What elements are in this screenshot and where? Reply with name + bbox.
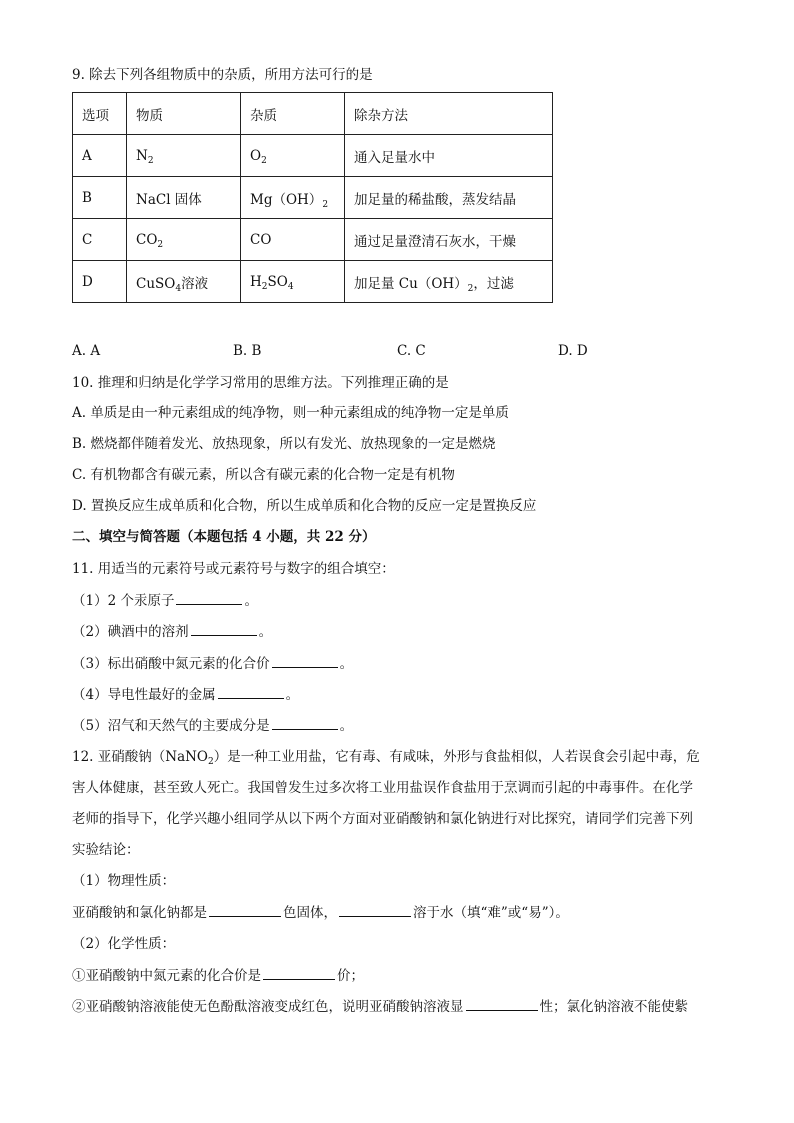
cell-method: 加足量的稀盐酸，蒸发结晶 — [345, 177, 553, 219]
q12-line-4: 实验结论： — [72, 842, 140, 858]
cell-method: 通过足量澄清石灰水，干燥 — [345, 219, 553, 261]
q12-chem-2: ②亚硝酸钠溶液能使无色酚酞溶液变成红色，说明亚硝酸钠溶液显 性；氯化钠溶液不能使紫 — [72, 996, 688, 1017]
q12-part-1-heading: （1）物理性质： — [72, 873, 176, 889]
cell-method: 加足量 $Cu(OH)_2$，过滤 — [345, 261, 553, 303]
q9-answer-a: A. A — [72, 343, 101, 359]
q10-option-d: D. 置换反应生成单质和化合物，所以生成单质和化合物的反应一定是置换反应 — [72, 498, 537, 514]
answer-blank[interactable] — [466, 996, 538, 1011]
answer-blank[interactable] — [209, 902, 281, 917]
cell-option: B — [73, 177, 127, 219]
answer-blank[interactable] — [176, 590, 242, 605]
header-option: 选项 — [73, 93, 127, 135]
q10-option-c: C. 有机物都含有碳元素，所以含有碳元素的化合物一定是有机物 — [72, 467, 455, 483]
table-row — [73, 261, 553, 303]
q12-part-1-line: 亚硝酸钠和氯化钠都是 色固体， 溶于水（填“难”或“易”）。 — [72, 902, 569, 923]
cell-option: A — [73, 135, 127, 177]
cell-substance: $CO_2$ — [127, 219, 241, 261]
answer-blank[interactable] — [263, 965, 335, 980]
answer-blank[interactable] — [272, 653, 338, 668]
cell-impurity: $O_2$ — [241, 135, 345, 177]
q12-chem-1: ①亚硝酸钠中氮元素的化合价是 价； — [72, 965, 364, 986]
q9-answer-d: D. D — [558, 343, 588, 359]
cell-method: 通入足量水中 — [345, 135, 553, 177]
q12-line-1: 12. 亚硝酸钠（NaNO$_2$）是一种工业用盐，它有毒、有咸味，外形与食盐相似，人若误食会引起中毒，危 — [72, 749, 700, 767]
q10-stem: 10. 推理和归纳是化学学习常用的思维方法。下列推理正确的是 — [72, 375, 449, 391]
cell-impurity: CO — [241, 219, 345, 261]
q9-answer-b: B. B — [233, 343, 262, 359]
header-method: 除杂方法 — [345, 93, 553, 135]
answer-blank[interactable] — [339, 902, 411, 917]
q11-item-2: （2）碘酒中的溶剂 。 — [72, 621, 272, 642]
answer-blank[interactable] — [218, 684, 284, 699]
answer-blank[interactable] — [272, 715, 338, 730]
q11-item-5: （5）沼气和天然气的主要成分是 。 — [72, 715, 353, 736]
header-substance: 物质 — [127, 93, 241, 135]
table-row — [73, 219, 553, 261]
q11-item-3: （3）标出硝酸中氮元素的化合价 。 — [72, 653, 353, 674]
q10-option-b: B. 燃烧都伴随着发光、放热现象，所以有发光、放热现象的一定是燃烧 — [72, 436, 496, 452]
q9-options-table — [72, 92, 553, 303]
cell-substance: NaCl 固体 — [127, 177, 241, 219]
answer-blank[interactable] — [191, 621, 257, 636]
q12-part-2-heading: （2）化学性质： — [72, 936, 176, 952]
section-heading: 二、填空与简答题（本题包括 4 小题，共 22 分） — [72, 529, 376, 545]
q11-item-4: （4）导电性最好的金属 。 — [72, 684, 299, 705]
cell-option: D — [73, 261, 127, 303]
cell-substance: CuSO$_4$溶液 — [127, 261, 241, 303]
q11-item-1: （1）2 个汞原子 。 — [72, 590, 258, 611]
cell-impurity: $H_2SO_4$ — [241, 261, 345, 303]
q12-line-3: 老师的指导下，化学兴趣小组同学从以下两个方面对亚硝酸钠和氯化钠进行对比探究，请同学们完善下列 — [72, 811, 693, 827]
header-impurity: 杂质 — [241, 93, 345, 135]
cell-substance: $N_2$ — [127, 135, 241, 177]
q9-answer-c: C. C — [397, 343, 426, 359]
cell-option: C — [73, 219, 127, 261]
q11-stem: 11. 用适当的元素符号或元素符号与数字的组合填空： — [72, 561, 395, 577]
cell-impurity: $Mg(OH)_2$ — [241, 177, 345, 219]
table-row — [73, 177, 553, 219]
table-header-row — [73, 93, 553, 135]
table-row — [73, 135, 553, 177]
q10-option-a: A. 单质是由一种元素组成的纯净物，则一种元素组成的纯净物一定是单质 — [72, 405, 509, 421]
q9-stem: 9. 除去下列各组物质中的杂质，所用方法可行的是 — [72, 67, 373, 83]
q12-line-2: 害人体健康，甚至致人死亡。我国曾发生过多次将工业用盐误作食盐用于烹调而引起的中毒事件。在化学 — [72, 780, 693, 796]
